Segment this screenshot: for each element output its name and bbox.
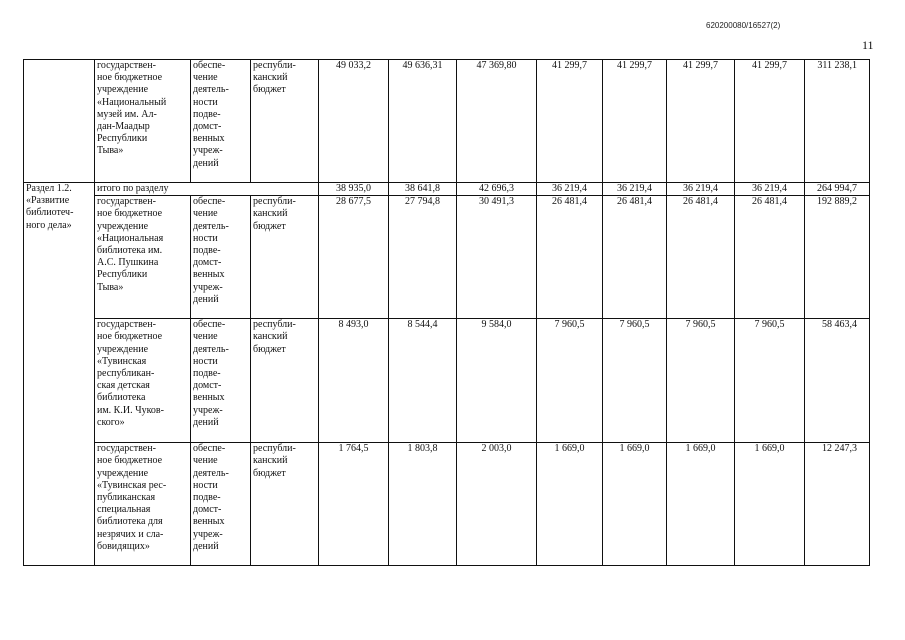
- activity-cell: обеспе- чение деятель- ности подве- домст- венных учреж- дений: [191, 319, 251, 443]
- activity-cell: обеспе- чение деятель- ности подве- домст- венных учреж- дений: [191, 443, 251, 566]
- value-cell: 30 491,3: [457, 196, 537, 319]
- institution-cell: государствен- ное бюджетное учреждение «Национальный музей им. Ал- дан-Маадыр Республики Тыва»: [95, 60, 191, 183]
- section-total-label: итого по разделу: [95, 183, 319, 196]
- value-cell: 26 481,4: [667, 196, 735, 319]
- value-cell: 1 669,0: [667, 443, 735, 566]
- total-value-cell: 38 641,8: [389, 183, 457, 196]
- table-row: [24, 319, 870, 443]
- value-cell: 9 584,0: [457, 319, 537, 443]
- value-cell: 41 299,7: [667, 60, 735, 183]
- page-number: 11: [862, 38, 874, 52]
- value-cell: 49 033,2: [319, 60, 389, 183]
- total-value-cell: 38 935,0: [319, 183, 389, 196]
- total-value-cell: 264 994,7: [805, 183, 870, 196]
- value-cell: 1 669,0: [603, 443, 667, 566]
- value-cell: 2 003,0: [457, 443, 537, 566]
- value-cell: 7 960,5: [537, 319, 603, 443]
- value-cell: 49 636,31: [389, 60, 457, 183]
- value-cell: 7 960,5: [735, 319, 805, 443]
- funding-source-cell: республи- канский бюджет: [251, 196, 319, 319]
- value-cell: 26 481,4: [603, 196, 667, 319]
- funding-source-cell: республи- канский бюджет: [251, 319, 319, 443]
- value-cell: 1 764,5: [319, 443, 389, 566]
- total-value-cell: 192 889,2: [805, 196, 870, 319]
- value-cell: 26 481,4: [537, 196, 603, 319]
- total-value-cell: 12 247,3: [805, 443, 870, 566]
- total-value-cell: 36 219,4: [735, 183, 805, 196]
- value-cell: 1 669,0: [537, 443, 603, 566]
- funding-source-cell: республи- канский бюджет: [251, 443, 319, 566]
- value-cell: 1 669,0: [735, 443, 805, 566]
- table-row: [24, 60, 870, 183]
- institution-cell: государствен- ное бюджетное учреждение «Тувинская республикан- ская детская библиотека им. К.И. Чуков- ского»: [95, 319, 191, 443]
- total-value-cell: 36 219,4: [537, 183, 603, 196]
- total-value-cell: 311 238,1: [805, 60, 870, 183]
- document-code: 620200080/16527(2): [706, 21, 781, 30]
- activity-cell: обеспе- чение деятель- ности подве- домст- венных учреж- дений: [191, 60, 251, 183]
- total-value-cell: 36 219,4: [603, 183, 667, 196]
- value-cell: 41 299,7: [603, 60, 667, 183]
- section-cell-empty: [24, 60, 95, 183]
- value-cell: 41 299,7: [735, 60, 805, 183]
- institution-cell: государствен- ное бюджетное учреждение «Тувинская рес- публиканская специальная библиотека для незрячих и сла- бовидящих»: [95, 443, 191, 566]
- budget-table: [23, 59, 870, 566]
- section-total-row: [24, 183, 870, 196]
- value-cell: 7 960,5: [603, 319, 667, 443]
- table-row: [24, 196, 870, 319]
- table-row: [24, 443, 870, 566]
- value-cell: 8 493,0: [319, 319, 389, 443]
- value-cell: 7 960,5: [667, 319, 735, 443]
- funding-source-cell: республи- канский бюджет: [251, 60, 319, 183]
- total-value-cell: 36 219,4: [667, 183, 735, 196]
- value-cell: 1 803,8: [389, 443, 457, 566]
- value-cell: 28 677,5: [319, 196, 389, 319]
- value-cell: 27 794,8: [389, 196, 457, 319]
- section-label: Раздел 1.2. «Развитие библиотеч- ного дела»: [24, 183, 95, 566]
- activity-cell: обеспе- чение деятель- ности подве- домст- венных учреж- дений: [191, 196, 251, 319]
- value-cell: 8 544,4: [389, 319, 457, 443]
- total-value-cell: 58 463,4: [805, 319, 870, 443]
- total-value-cell: 42 696,3: [457, 183, 537, 196]
- value-cell: 47 369,80: [457, 60, 537, 183]
- value-cell: 41 299,7: [537, 60, 603, 183]
- value-cell: 26 481,4: [735, 196, 805, 319]
- institution-cell: государствен- ное бюджетное учреждение «Национальная библиотека им. А.С. Пушкина Республики Тыва»: [95, 196, 191, 319]
